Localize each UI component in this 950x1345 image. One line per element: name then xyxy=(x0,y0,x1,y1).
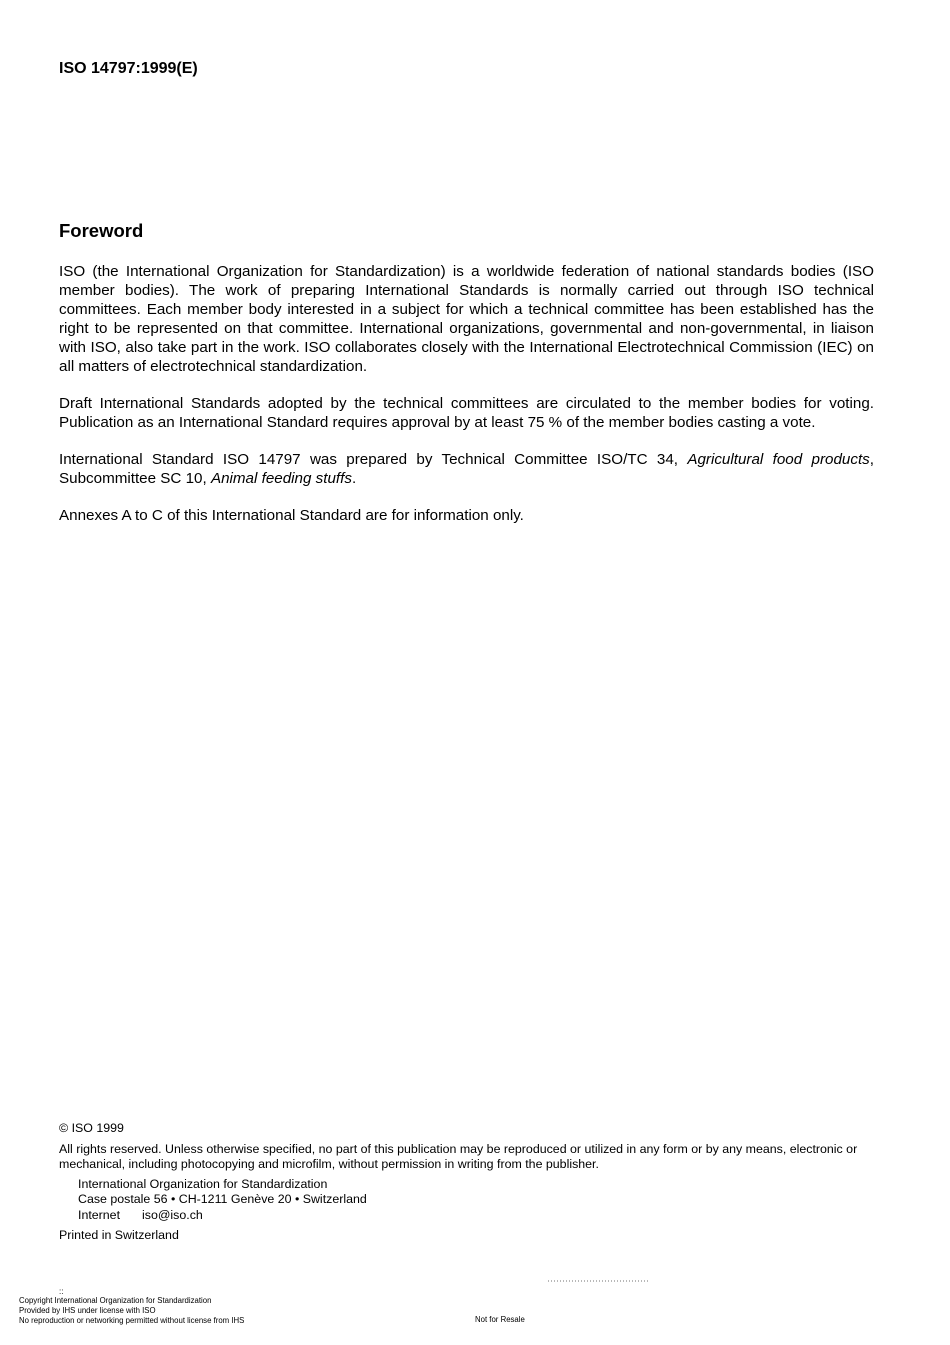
p3-text-start: International Standard ISO 14797 was prepared by Technical Committee ISO/TC 34, xyxy=(59,451,688,468)
footer-marks: :: xyxy=(59,1287,64,1296)
subcommittee-title: Animal feeding stuffs xyxy=(210,470,352,487)
document-id: ISO 14797:1999(E) xyxy=(59,60,198,77)
address-org: International Organization for Standardization xyxy=(78,1177,328,1191)
p3-text-middle: , Subcommittee SC 10, xyxy=(59,451,875,487)
foreword-paragraph-1: ISO (the International Organization for Standardization) is a worldwide federation of national standards bodies (ISO member bodies). The work of preparing International Standards is normally carried out through ISO technical committees. Each member body interested in a subject for which a technical committee has been established has the right to be represented on that committee. International organizations, governmental and non-governmental, in liaison with ISO, also take part in the work. ISO collaborates closely with the International Electrotechnical Commission (IEC) on all matters of electrotechnical standardization. xyxy=(59,263,874,375)
foreword-paragraph-4: Annexes A to C of this International Standard are for information only. xyxy=(59,507,524,524)
footer-copyright-line: Copyright International Organization for Standardization xyxy=(19,1296,212,1305)
foreword-paragraph-3 xyxy=(59,450,874,488)
foreword-heading: Foreword xyxy=(59,220,144,241)
address-internet xyxy=(78,1208,879,1223)
copyright-notice: © ISO 1999 xyxy=(59,1121,124,1135)
not-for-resale-label: Not for Resale xyxy=(475,1315,525,1324)
publisher-address xyxy=(78,1177,879,1223)
rights-statement: All rights reserved. Unless otherwise specified, no part of this publication may be reproduced or utilized in any form or by any means, electronic or mechanical, including photocopying and microfilm, without permission in writing from the publisher. xyxy=(59,1142,858,1171)
license-footer xyxy=(19,1288,244,1326)
foreword-body xyxy=(59,262,874,543)
address-postal: Case postale 56 • CH-1211 Genève 20 • Switzerland xyxy=(78,1192,367,1207)
scan-noise-strip xyxy=(548,1280,648,1282)
internet-email: iso@iso.ch xyxy=(142,1207,203,1222)
printed-location: Printed in Switzerland xyxy=(59,1227,179,1242)
footer-reproduction-line: No reproduction or networking permitted without license from IHS xyxy=(19,1316,245,1325)
committee-title: Agricultural food products xyxy=(687,451,870,468)
internet-label: Internet xyxy=(78,1207,121,1222)
p3-text-end: . xyxy=(351,470,357,487)
footer-license-line: Provided by IHS under license with ISO xyxy=(19,1306,156,1315)
foreword-paragraph-2: Draft International Standards adopted by the technical committees are circulated to the member bodies for voting. Publication as an International Standard requires approval by at least 75 % of the member bodies casting a vote. xyxy=(59,395,874,431)
copyright-block xyxy=(59,1121,879,1243)
